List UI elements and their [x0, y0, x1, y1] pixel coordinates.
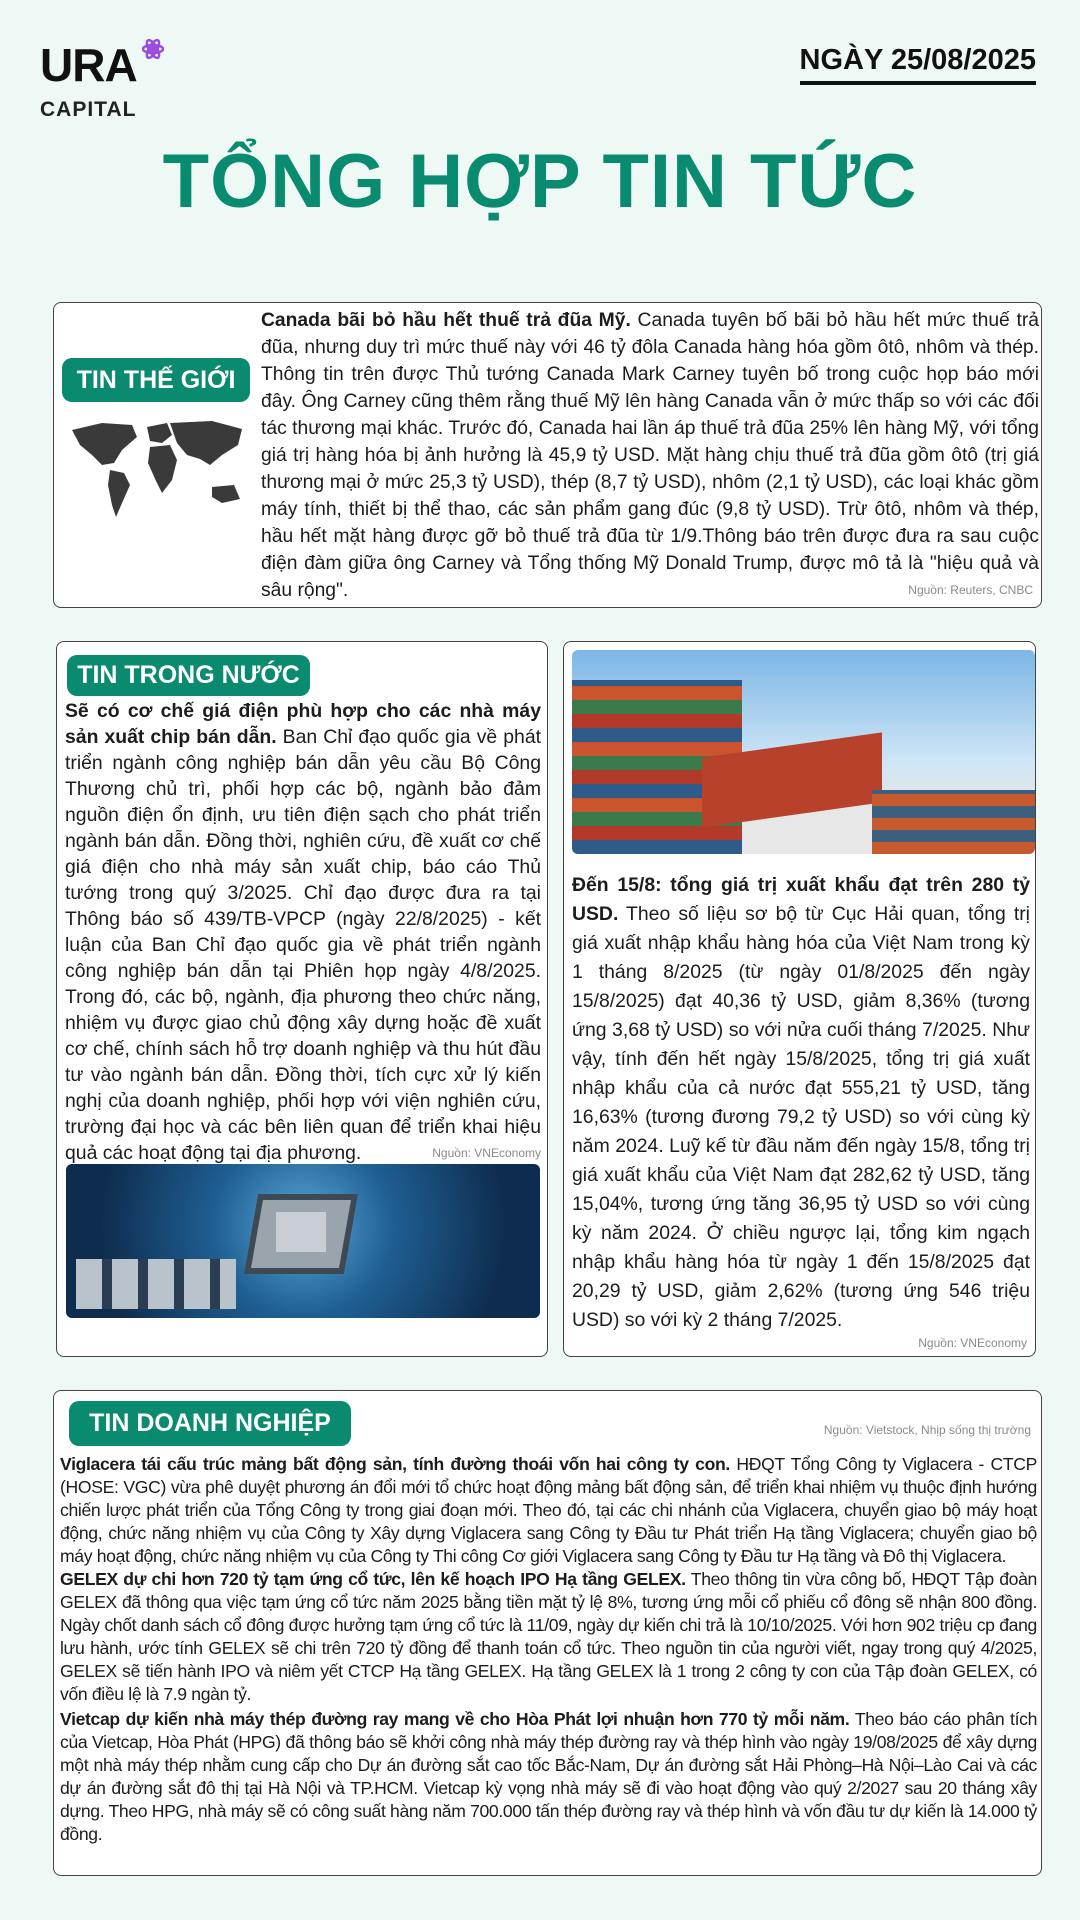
domestic-news-headline: Sẽ có cơ chế giá điện phù hợp cho các nhà máy sản xuất chip bán dẫn.: [65, 700, 541, 748]
world-news-source: Nguồn: Reuters, CNBC: [908, 583, 1033, 597]
world-news-body: Canada tuyên bố bãi bỏ hầu hết mức thuế trả đũa, nhưng duy trì mức thuế này với 46 tỷ đôla Canada hàng hóa gồm ôtô, nhôm và thép. Thông tin trên được Thủ tướng Canada Mark Carney tuyên bố trong cuộc họp báo mới đây. Ông Carney cũng thêm rằng thuế Mỹ lên hàng Canada vẫn ở mức thấp so với các đối tác thương mại khác. Trước đó, Canada hai lần áp thuế trả đũa 25% lên hàng Mỹ, với tổng giá trị hàng hóa bị ảnh hưởng là 45,9 tỷ USD. Mặt hàng chịu thuế trả đũa gồm ôtô (trị giá thương mại ở mức 25,3 tỷ USD), thép (8,7 tỷ USD), nhôm (2,1 tỷ USD), các loại khác gồm máy tính, thiết bị thể thao, các sản phẩm gang đúc (9,8 tỷ USD). Trừ ôtô, nhôm và thép, hầu hết mặt hàng được gỡ bỏ thuế trả đũa từ 1/9.Thông báo trên được đưa ra sau cuộc điện đàm giữa ông Carney và Tổng thống Mỹ Donald Trump, được mô tả là "hiệu quả và sâu rộng".: [261, 310, 1040, 601]
world-map-icon: [62, 415, 252, 525]
business-item-headline: GELEX dự chi hơn 720 tỷ tạm ứng cổ tức, lên kế hoạch IPO Hạ tầng GELEX.: [60, 1569, 686, 1589]
domestic-news-card: [56, 641, 548, 1357]
domestic-news-badge: TIN TRONG NƯỚC: [67, 655, 310, 696]
business-news-source: Nguồn: Vietstock, Nhịp sống thị trường: [823, 1423, 1031, 1437]
business-item-body: Theo thông tin vừa công bố, HĐQT Tập đoàn GELEX đã thông qua việc tạm ứng cổ tức năm 2025 bằng tiền mặt tỷ lệ 8%, tương ứng mỗi cổ phiếu cổ đông sẽ nhận 800 đồng. Ngày chốt danh sách cổ đông được hưởng tạm ứng cổ tức là 11/09, ngày dự kiến chi trả là 10/10/2025. Với hơn 902 triệu cp đang lưu hành, ước tính GELEX sẽ chi trên 720 tỷ đồng để thanh toán cổ tức. Theo nguồn tin của người viết, ngay trong quý 4/2025, GELEX sẽ tiến hành IPO và niêm yết CTCP Hạ tầng GELEX. Hạ tầng GELEX là 1 trong 2 công ty con của Tập đoàn GELEX, có vốn điều lệ là 7.9 ngàn tỷ.: [60, 1569, 1037, 1704]
business-item-body: HĐQT Tổng Công ty Viglacera - CTCP (HOSE: VGC) vừa phê duyệt phương án đổi mới tổ chức hoạt động mảng bất động sản, để triển khai nhiệm vụ thuộc định hướng chiến lược phát triển của Tổng Công ty trong giai đoạn mới. Theo đó, tại các chi nhánh của Viglacera, chuyển giao bộ máy hoạt động, chức năng nhiệm vụ của Công ty Xây dựng Viglacera sang Công ty Đầu tư Phát triển Hạ tầng Viglacera; chuyển giao bộ máy hoạt động, chức năng nhiệm vụ của Công ty Thi công Cơ giới Viglacera sang Công ty Đầu tư Hạ tầng và Đô thị Viglacera.: [60, 1454, 1037, 1566]
logo-star-icon: [142, 38, 164, 60]
logo-sub: CAPITAL: [40, 98, 137, 121]
business-news-text: [60, 1453, 1037, 1846]
export-news-text: [572, 871, 1030, 1335]
domestic-news-body: Ban Chỉ đạo quốc gia về phát triển ngành công nghiệp bán dẫn yêu cầu Bộ Công Thương chủ trì, phối hợp các bộ, ngành bảo đảm nguồn điện ổn định, ưu tiên điện sạch cho phát triển ngành bán dẫn. Đồng thời, nghiên cứu, đề xuất cơ chế giá điện cho nhà máy sản xuất chip, báo cáo Thủ tướng trong quý 3/2025. Chỉ đạo được đưa ra tại Thông báo số 439/TB-VPCP (ngày 22/8/2025) - kết luận của Ban Chỉ đạo quốc gia về phát triển ngành công nghiệp bán dẫn tại Phiên họp ngày 4/8/2025. Trong đó, các bộ, ngành, địa phương theo chức năng, nhiệm vụ được giao chủ động xây dựng hoặc đề xuất cơ chế, chính sách hỗ trợ doanh nghiệp và thu hút đầu tư vào ngành bán dẫn. Đồng thời, tích cực xử lý kiến nghị của doanh nghiệp, phối hợp với viện nghiên cứu, trường đại học và các bên liên quan để triển khai hiệu quả các hoạt động tại địa phương.: [65, 726, 541, 1164]
export-news-body: Theo số liệu sơ bộ từ Cục Hải quan, tổng trị giá xuất nhập khẩu hàng hóa của Việt Nam trong kỳ 1 tháng 8/2025 (từ ngày 01/8/2025 đến ngày 15/8/2025) đạt 40,36 tỷ USD, giảm 8,36% (tương ứng 3,68 tỷ USD) so với nửa cuối tháng 7/2025. Như vậy, tính đến hết ngày 15/8/2025, tổng trị giá xuất nhập khẩu của cả nước đạt 555,21 tỷ USD, tăng 16,63% (tương đương 79,2 tỷ USD) so với cùng kỳ năm 2024. Luỹ kế từ đầu năm đến ngày 15/8, tổng trị giá xuất khẩu của Việt Nam đạt 282,62 tỷ USD, tăng 15,04%, tương ứng tăng 36,95 tỷ USD so với cùng kỳ năm 2024. Ở chiều ngược lại, tổng kim ngạch nhập khẩu hàng hóa từ ngày 1 đến 15/8/2025 đạt 20,29 tỷ USD, giảm 2,62% (tương ứng 546 triệu USD) so với kỳ 2 tháng 7/2025.: [572, 903, 1030, 1331]
business-item-headline: Viglacera tái cấu trúc mảng bất động sản, tính đường thoái vốn hai công ty con.: [60, 1454, 730, 1474]
business-item-headline: Vietcap dự kiến nhà máy thép đường ray mang về cho Hòa Phát lợi nhuận hơn 770 tỷ mỗi năm.: [60, 1709, 850, 1729]
logo-main: URA: [40, 39, 137, 91]
world-news-headline: Canada bãi bỏ hầu hết thuế trả đũa Mỹ.: [261, 310, 631, 331]
report-date: NGÀY 25/08/2025: [800, 44, 1036, 85]
business-news-badge: TIN DOANH NGHIỆP: [69, 1401, 351, 1446]
business-news-item: [60, 1708, 1037, 1846]
export-news-source: Nguồn: VNEconomy: [918, 1336, 1027, 1350]
business-news-card: [53, 1390, 1042, 1876]
business-news-item: [60, 1453, 1037, 1568]
page-title: TỔNG HỢP TIN TỨC: [162, 139, 918, 224]
chip-image: [66, 1164, 540, 1318]
export-news-headline: Đến 15/8: tổng giá trị xuất khẩu đạt trên 280 tỷ USD.: [572, 874, 1030, 925]
export-news-card: [563, 641, 1036, 1357]
world-news-badge: TIN THẾ GIỚI: [62, 358, 250, 402]
world-news-text: [261, 307, 1039, 604]
logo: [40, 40, 137, 122]
container-port-image: [572, 650, 1035, 854]
business-item-body: Theo báo cáo phân tích của Vietcap, Hòa Phát (HPG) đã thông báo sẽ khởi công nhà máy thép đường ray và thép hình vào ngày 19/08/2025 để xây dựng một nhà máy thép nhằm cung cấp cho Dự án đường sắt cao tốc Bắc-Nam, Dự án đường sắt Hải Phòng–Hà Nội–Lào Cai và các dự án đường sắt đô thị tại Hà Nội và TP.HCM. Vietcap kỳ vọng nhà máy sẽ đi vào hoạt động vào quý 2/2027 sau 20 tháng xây dựng. Theo HPG, nhà máy sẽ có công suất hàng năm 700.000 tấn thép đường ray và thép hình và vốn đầu tư dự kiến là 14.000 tỷ đồng.: [60, 1709, 1038, 1844]
business-news-item: [60, 1568, 1037, 1706]
domestic-news-text: [65, 698, 541, 1166]
world-news-card: [53, 302, 1042, 608]
domestic-news-source: Nguồn: VNEconomy: [432, 1146, 541, 1160]
